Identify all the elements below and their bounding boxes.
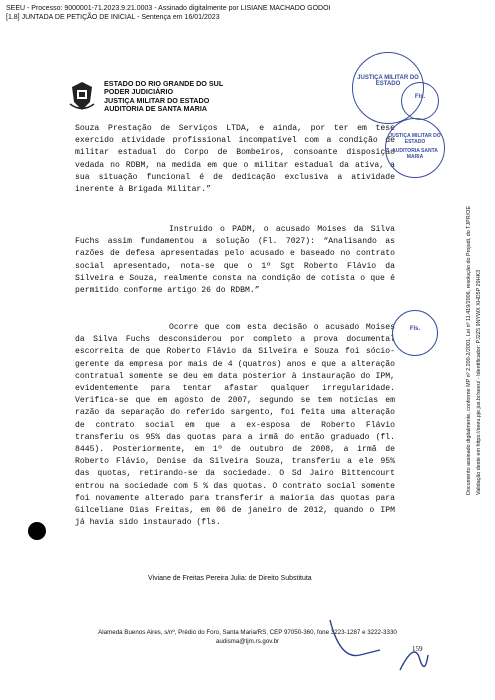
court-justice: JUSTIÇA MILITAR DO ESTADO <box>104 95 210 105</box>
page-number: 159 <box>412 645 423 653</box>
judge-signature: Viviane de Freitas Pereira Julia: de Direito Substituta <box>148 575 312 582</box>
court-stamp-top: JUSTIÇA MILITAR DO ESTADO <box>352 52 424 124</box>
court-state: ESTADO DO RIO GRANDE DO SUL <box>104 79 224 88</box>
state-crest-icon <box>68 80 96 112</box>
paragraph-1: Souza Prestação de Serviços LTDA, e ainda, por ter em tese exercido atividade profissional incompatível com a condição de militar estadual do Corpo de Bombeiros, consoante disposição vedada no RDBM, na medida em que o militar estadual da ativa, a sua situação funcional é de dedicação exclusiva a atividade inerente à Brigada Militar.” <box>75 124 395 195</box>
court-stamp-middle: JUSTIÇA MILITAR DO ESTADO AUDITORIA SANTA MARIA <box>385 118 445 178</box>
handwritten-initials <box>320 600 430 680</box>
paragraph-2: Instruido o PADM, o acusado Moises da Silva Fuchs assim fundamentou a solução (Fl. 7027): “Analisando as razões de defesa apresentadas pelo acusado e baseado no contrato social apresentado, nota-se que o 1º Sgt Roberto Flávio da Silveira e Souza, realmente consta na condição de cotista o que é permitido conforme artigo 26 do RDBM.” <box>75 225 395 296</box>
hole-punch-mark <box>28 522 46 540</box>
footer-email: audisma@tjm.rs.gov.br <box>215 638 280 645</box>
court-heading <box>68 80 223 114</box>
folio-stamp: Fls. <box>392 310 438 356</box>
document-header <box>6 4 331 22</box>
side-validation-note-1: Documento assinado digitalmente, conforme MP nº 2.200-2/2001, Lei nº 11.419/2006, resolução do Projudi, do TJPR/OE <box>466 206 472 495</box>
paragraph-3: Ocorre que com esta decisão o acusado Moises da Silva Fuchs desconsiderou por completo a prova documental escorreita de que Roberto Flávio da Silveira e Souza foi sócio-gerente da empresa por mais de 4 (quatros) anos e que a alteração contratual somente se deu em data posterior à instauração do IPM, evidentemente para tentar afastar qualquer irregularidade. Verifica-se que em agosto de 2007, segundo se tem notícias em razão da separação do referido sargento, foi feita uma alteração de contrato social em que a ex-esposa de Roberto Flávio transferiu os 95% das quotas para a irmã do então graduado (fl. 8445). Posteriormente, em 1º de outubro de 2008, a irmã de Roberto Flávio, Denise da Silveira Souza, transferiu a ele 95% das quotas, retirando-se da sociedade. O Sd Jairo Bittencourt entrou na sociedade com 5 % das quotas. O contrato social somente foi novamente alterado para transferir a maioria das quotas para Gilceliane Dias Freitas, em 06 de janeiro de 2012, quando o IPM já havia sido instaurado (fls. <box>75 323 395 528</box>
court-power: PODER JUDICIÁRIO <box>104 87 174 97</box>
header-line-event: [1.8] JUNTADA DE PETIÇÃO DE INICIAL - Sentença em 16/01/2023 <box>6 14 220 21</box>
court-auditoria: AUDITORIA DE SANTA MARIA <box>104 104 208 114</box>
footer-address: Alameda Buenos Aires, s/nº, Prédio do Foro, Santa Maria/RS, CEP 97050-360, fone 3223-1287 e 3222-3330 <box>98 629 397 636</box>
header-line-process: SEEU - Processo: 9000001-71.2023.9.21.0003 - Assinado digitalmente por LISIANE MACHADO GODOI <box>6 5 331 12</box>
side-validation-note-2: Validação deste em https://seeu.pje.jus.br/seeu/ - Identificador: PJ2Z5 9NYWX XHD5P 29HK3 <box>476 269 482 495</box>
folio-stamp-upper: Fls. <box>401 82 439 120</box>
